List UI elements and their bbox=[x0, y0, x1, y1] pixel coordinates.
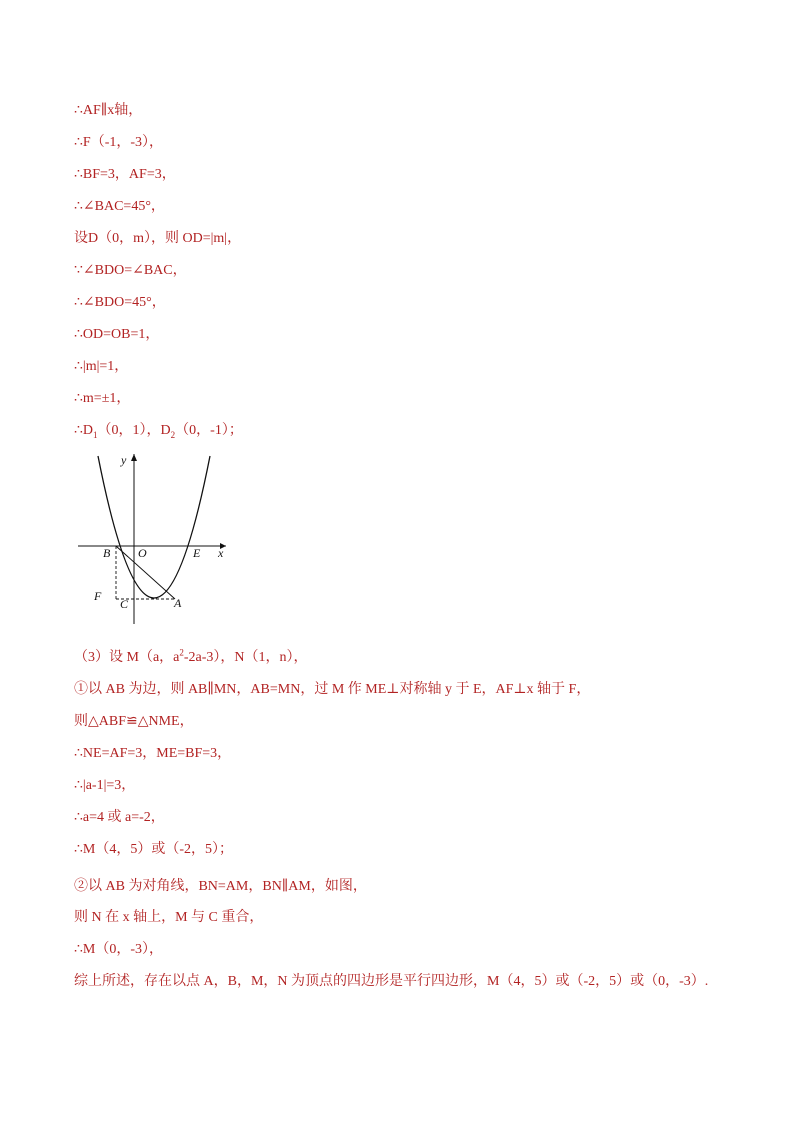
text-segment: ∴D bbox=[74, 423, 94, 438]
step-line: ∴m=±1， bbox=[74, 391, 131, 406]
step-line: ∴M（0，-3）， bbox=[74, 942, 164, 957]
label-a: A bbox=[174, 596, 182, 610]
superscript: 2 bbox=[179, 647, 184, 658]
subscript: 2 bbox=[170, 429, 176, 440]
label-x: x bbox=[218, 546, 224, 560]
step-line: 则 N 在 x 轴上，M 与 C 重合， bbox=[74, 910, 264, 925]
parabola-figure bbox=[74, 450, 234, 630]
step-line-set-mn bbox=[74, 649, 308, 667]
label-f: F bbox=[94, 589, 102, 603]
step-line: ∴∠BDO=45°， bbox=[74, 295, 166, 310]
conclusion-line: 综上所述，存在以点 A，B，M，N 为顶点的四边形是平行四边形，M（4，5）或（-2，5）或（0，-3）. bbox=[74, 974, 709, 989]
text-segment: （3）设 M（a，a bbox=[74, 650, 180, 665]
label-y: y bbox=[121, 453, 127, 467]
step-line: ∴NE=AF=3，ME=BF=3， bbox=[74, 746, 232, 761]
step-line: ①以 AB 为边，则 AB∥MN，AB=MN，过 M 作 ME⊥对称轴 y 于 E，AF⊥x 轴于 F， bbox=[74, 682, 591, 697]
step-line: 则△ABF≌△NME， bbox=[74, 714, 194, 729]
label-o: O bbox=[138, 546, 147, 560]
text-segment: （0，-1）； bbox=[175, 423, 243, 438]
step-line: ∴OD=OB=1， bbox=[74, 327, 160, 342]
step-line-d-points bbox=[74, 422, 243, 440]
step-line: ∴AF∥x轴， bbox=[74, 103, 143, 118]
step-line: ∵∠BDO=∠BAC， bbox=[74, 263, 187, 278]
subscript: 1 bbox=[93, 429, 98, 440]
y-axis-arrow-icon bbox=[131, 454, 137, 461]
step-line: ∴BF=3，AF=3， bbox=[74, 167, 176, 182]
label-b: B bbox=[103, 546, 111, 560]
label-e: E bbox=[193, 546, 201, 560]
step-line: ∴|m|=1， bbox=[74, 359, 129, 374]
text-segment: -2a-3），N（1，n）， bbox=[183, 650, 308, 665]
step-line: ∴a=4 或 a=-2， bbox=[74, 810, 165, 825]
text-segment: （0，1），D bbox=[97, 423, 171, 438]
step-line: ∴F（-1，-3）， bbox=[74, 135, 164, 150]
step-line: ∴|a-1|=3， bbox=[74, 778, 136, 793]
step-line: ②以 AB 为对角线，BN=AM，BN∥AM，如图， bbox=[74, 879, 367, 894]
parabola-curve bbox=[98, 456, 210, 598]
step-line: ∴∠BAC=45°， bbox=[74, 199, 165, 214]
label-c: C bbox=[120, 597, 129, 611]
step-line: 设D（0，m），则 OD=|m|， bbox=[74, 231, 242, 246]
step-line: ∴M（4，5）或（-2，5）； bbox=[74, 842, 234, 857]
